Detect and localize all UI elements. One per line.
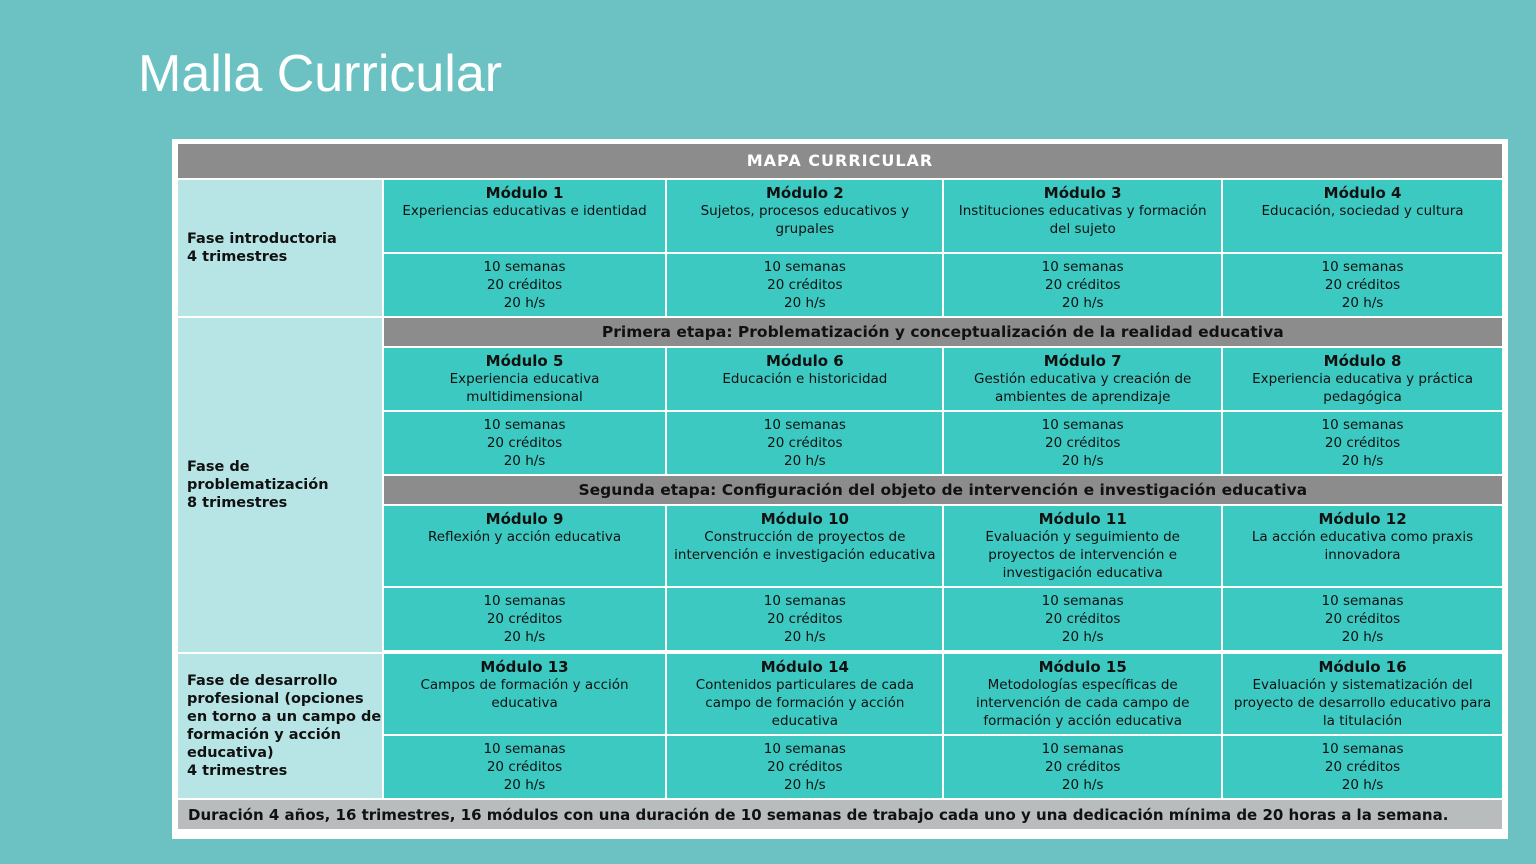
module-15 bbox=[944, 654, 1221, 734]
phase-name: Fase de desarrollo profesional (opciones en torno a un campo de formación y acción educativa) bbox=[187, 673, 382, 761]
module-name: Módulo 11 bbox=[1038, 510, 1127, 528]
module-14-info bbox=[667, 736, 942, 798]
module-11 bbox=[944, 506, 1221, 586]
module-desc: Experiencia educativa y práctica pedagógica bbox=[1252, 371, 1473, 405]
phase-name: Fase de problematización bbox=[187, 459, 329, 493]
weeks: 10 semanas bbox=[1321, 593, 1404, 609]
weeks: 10 semanas bbox=[1321, 259, 1404, 275]
weeks: 10 semanas bbox=[1321, 741, 1404, 757]
module-desc: Campos de formación y acción educativa bbox=[420, 677, 629, 711]
phase-duration: 8 trimestres bbox=[187, 495, 288, 511]
module-14 bbox=[667, 654, 942, 734]
module-16-info bbox=[1223, 736, 1502, 798]
weeks: 10 semanas bbox=[763, 259, 846, 275]
module-name: Módulo 14 bbox=[760, 658, 849, 676]
weeks: 10 semanas bbox=[483, 741, 566, 757]
module-4-info bbox=[1223, 254, 1502, 316]
curriculum-map bbox=[172, 139, 1508, 839]
module-name: Módulo 15 bbox=[1038, 658, 1127, 676]
module-2-info bbox=[667, 254, 942, 316]
phase-duration: 4 trimestres bbox=[187, 763, 288, 779]
phase-problematizacion bbox=[178, 318, 382, 652]
module-desc: Construcción de proyectos de intervención e investigación educativa bbox=[674, 529, 936, 563]
module-desc: Educación e historicidad bbox=[722, 371, 888, 387]
hours: 20 h/s bbox=[1341, 295, 1384, 311]
module-3 bbox=[944, 180, 1221, 252]
module-15-info bbox=[944, 736, 1221, 798]
credits: 20 créditos bbox=[767, 611, 843, 627]
module-desc: La acción educativa como praxis innovadora bbox=[1251, 529, 1474, 563]
module-desc: Evaluación y seguimiento de proyectos de intervención e investigación educativa bbox=[985, 529, 1180, 581]
weeks: 10 semanas bbox=[1041, 593, 1124, 609]
module-desc: Sujetos, procesos educativos y grupales bbox=[700, 203, 910, 237]
module-name: Módulo 1 bbox=[485, 184, 564, 202]
hours: 20 h/s bbox=[1061, 295, 1104, 311]
credits: 20 créditos bbox=[1045, 277, 1121, 293]
module-desc: Reflexión y acción educativa bbox=[427, 529, 622, 545]
stage-2-header: Segunda etapa: Configuración del objeto de intervención e investigación educativa bbox=[384, 476, 1502, 504]
module-name: Módulo 10 bbox=[760, 510, 849, 528]
credits: 20 créditos bbox=[767, 759, 843, 775]
credits: 20 créditos bbox=[486, 759, 563, 775]
module-desc: Educación, sociedad y cultura bbox=[1261, 203, 1464, 219]
hours: 20 h/s bbox=[1061, 777, 1104, 793]
weeks: 10 semanas bbox=[763, 741, 846, 757]
phase-name: Fase introductoria bbox=[187, 231, 337, 247]
module-name: Módulo 2 bbox=[765, 184, 844, 202]
weeks: 10 semanas bbox=[1041, 259, 1124, 275]
weeks: 10 semanas bbox=[763, 417, 846, 433]
slide-title: Malla Curricular bbox=[138, 45, 503, 103]
hours: 20 h/s bbox=[503, 777, 546, 793]
module-16 bbox=[1223, 654, 1502, 734]
hours: 20 h/s bbox=[1341, 777, 1384, 793]
module-13-info bbox=[384, 736, 666, 798]
table-footer: Duración 4 años, 16 trimestres, 16 módulos con una duración de 10 semanas de trabajo cada uno y una dedicación mínima de 20 horas a la semana. bbox=[178, 800, 1502, 829]
weeks: 10 semanas bbox=[1041, 417, 1124, 433]
module-desc: Metodologías específicas de intervención de cada campo de formación y acción educativa bbox=[975, 677, 1190, 729]
module-5-info bbox=[384, 412, 666, 474]
credits: 20 créditos bbox=[1045, 435, 1121, 451]
credits: 20 créditos bbox=[1045, 611, 1121, 627]
module-9 bbox=[384, 506, 666, 586]
module-desc: Experiencias educativas e identidad bbox=[402, 203, 647, 219]
module-2 bbox=[667, 180, 942, 252]
module-name: Módulo 9 bbox=[485, 510, 564, 528]
credits: 20 créditos bbox=[1324, 759, 1401, 775]
hours: 20 h/s bbox=[503, 295, 546, 311]
module-10-info bbox=[667, 588, 942, 650]
module-name: Módulo 8 bbox=[1323, 352, 1402, 370]
table-header: MAPA CURRICULAR bbox=[178, 144, 1502, 178]
module-9-info bbox=[384, 588, 666, 650]
module-13 bbox=[384, 654, 666, 734]
module-name: Módulo 7 bbox=[1043, 352, 1122, 370]
module-4 bbox=[1223, 180, 1502, 252]
credits: 20 créditos bbox=[767, 435, 843, 451]
module-name: Módulo 16 bbox=[1318, 658, 1407, 676]
module-name: Módulo 6 bbox=[765, 352, 844, 370]
curriculum-table bbox=[176, 142, 1504, 831]
phase-duration: 4 trimestres bbox=[187, 249, 288, 265]
module-name: Módulo 5 bbox=[485, 352, 564, 370]
module-desc: Contenidos particulares de cada campo de formación y acción educativa bbox=[695, 677, 915, 729]
credits: 20 créditos bbox=[486, 435, 563, 451]
hours: 20 h/s bbox=[784, 629, 826, 645]
weeks: 10 semanas bbox=[1321, 417, 1404, 433]
hours: 20 h/s bbox=[784, 777, 826, 793]
credits: 20 créditos bbox=[1324, 277, 1401, 293]
module-name: Módulo 4 bbox=[1323, 184, 1402, 202]
credits: 20 créditos bbox=[1324, 611, 1401, 627]
hours: 20 h/s bbox=[503, 629, 546, 645]
weeks: 10 semanas bbox=[1041, 741, 1124, 757]
weeks: 10 semanas bbox=[483, 417, 566, 433]
module-8-info bbox=[1223, 412, 1502, 474]
credits: 20 créditos bbox=[1045, 759, 1121, 775]
module-desc: Evaluación y sistematización del proyecto de desarrollo educativo para la titulación bbox=[1233, 677, 1492, 729]
module-7-info bbox=[944, 412, 1221, 474]
module-3-info bbox=[944, 254, 1221, 316]
hours: 20 h/s bbox=[1061, 629, 1104, 645]
module-5 bbox=[384, 348, 666, 410]
stage-1-header: Primera etapa: Problematización y conceptualización de la realidad educativa bbox=[384, 318, 1502, 346]
module-12 bbox=[1223, 506, 1502, 586]
module-8 bbox=[1223, 348, 1502, 410]
module-1-info bbox=[384, 254, 666, 316]
hours: 20 h/s bbox=[1341, 453, 1384, 469]
module-name: Módulo 12 bbox=[1318, 510, 1407, 528]
hours: 20 h/s bbox=[1061, 453, 1104, 469]
credits: 20 créditos bbox=[1324, 435, 1401, 451]
credits: 20 créditos bbox=[486, 611, 563, 627]
module-desc: Gestión educativa y creación de ambientes de aprendizaje bbox=[973, 371, 1192, 405]
module-desc: Instituciones educativas y formación del sujeto bbox=[958, 203, 1207, 237]
module-6-info bbox=[667, 412, 942, 474]
weeks: 10 semanas bbox=[483, 259, 566, 275]
hours: 20 h/s bbox=[784, 453, 826, 469]
credits: 20 créditos bbox=[767, 277, 843, 293]
module-12-info bbox=[1223, 588, 1502, 650]
module-10 bbox=[667, 506, 942, 586]
hours: 20 h/s bbox=[784, 295, 826, 311]
weeks: 10 semanas bbox=[763, 593, 846, 609]
phase-introductoria bbox=[178, 180, 382, 316]
module-6 bbox=[667, 348, 942, 410]
module-11-info bbox=[944, 588, 1221, 650]
module-name: Módulo 3 bbox=[1043, 184, 1122, 202]
phase-desarrollo-profesional bbox=[178, 654, 382, 798]
weeks: 10 semanas bbox=[483, 593, 566, 609]
module-1 bbox=[384, 180, 666, 252]
hours: 20 h/s bbox=[1341, 629, 1384, 645]
hours: 20 h/s bbox=[503, 453, 546, 469]
module-name: Módulo 13 bbox=[480, 658, 569, 676]
credits: 20 créditos bbox=[486, 277, 563, 293]
module-7 bbox=[944, 348, 1221, 410]
module-desc: Experiencia educativa multidimensional bbox=[449, 371, 600, 405]
